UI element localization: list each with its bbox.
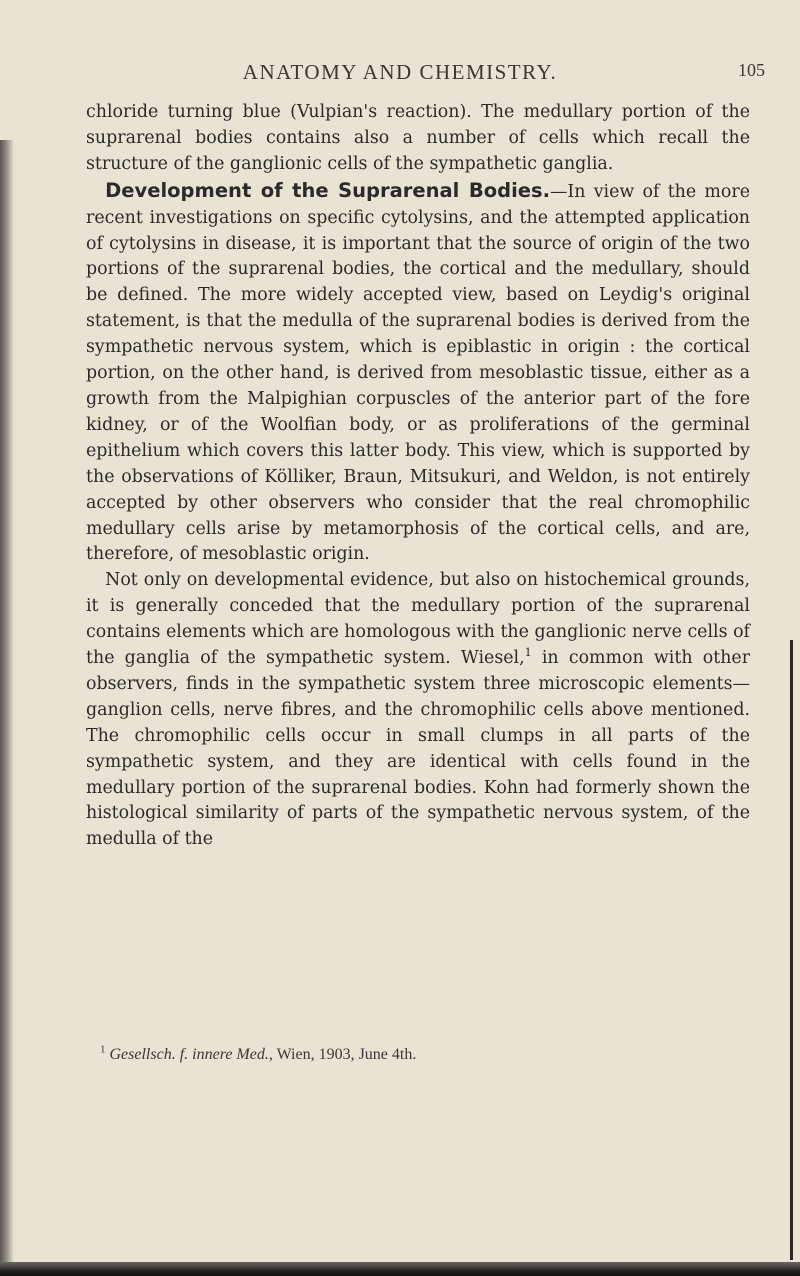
page-header <box>0 60 800 94</box>
paragraph-3-text-a: Not only on developmental evidence, but also on histochemical grounds, it is generally conceded that the medullary portion of the suprarenal contains elements which are homologous with the ganglionic nerve cells of the ganglia of the sympathetic system. Wiesel, <box>86 570 750 669</box>
footnote <box>100 1043 750 1064</box>
footnote-mark: 1 <box>100 1043 106 1056</box>
paragraph-2 <box>86 178 750 569</box>
page-number: 105 <box>738 60 765 80</box>
footnote-citation: , Wien, 1903, June 4th. <box>268 1046 417 1063</box>
footnote-journal: Gesellsch. f. innere Med. <box>109 1046 269 1063</box>
body-text <box>86 100 750 853</box>
running-title: ANATOMY AND CHEMISTRY. <box>242 60 558 84</box>
footnote-reference: 1 <box>524 646 532 660</box>
section-heading: Development of the Suprarenal Bodies. <box>105 178 550 202</box>
paragraph-1: chloride turning blue (Vulpian's reaction). The medullary portion of the suprarenal bodies contains also a number of cells which recall the structure of the ganglionic cells of the sympathetic ganglia. <box>86 102 750 174</box>
paragraph-3-text-b: in common with other observers, finds in the sympathetic system three microscopic elements—ganglion cells, nerve fibres, and the chromophilic cells above mentioned. The chromophilic cells occur in small clumps in all parts of the sympathetic system, and they are identical with cells found in the medullary portion of the suprarenal bodies. Kohn had formerly shown the histological similarity of parts of the sympathetic nervous system, of the medulla of the <box>86 648 751 850</box>
page-bottom-edge <box>0 1262 800 1276</box>
paragraph-2-text: —In view of the more recent investigations on specific cytolysins, and the attempted application of cytolysins in disease, it is important that the source of origin of the two portions of the suprarenal bodies, the cortical and the medullary, should be defined. The more widely accepted view, based on Leydig's original statement, is that the medulla of the suprarenal bodies is derived from the sympathetic nervous system, which is epiblastic in origin : the cortical portion, on the other hand, is derived from mesoblastic tissue, either as a growth from the Malpighian corpuscles of the anterior part of the fore kidney, or of the Woolfian body, or as proliferations of the germinal epithelium which covers this latter body. This view, which is supported by the observations of Kölliker, Braun, Mitsukuri, and Weldon, is not entirely accepted by other observers who consider that the real chromophilic medullary cells arise by metamorphosis of the cortical cells, and are, therefore, of mesoblastic origin. <box>86 181 750 565</box>
paragraph-3 <box>86 568 750 853</box>
page-gutter-shadow <box>0 140 14 1276</box>
page-edge-line <box>790 640 793 1260</box>
